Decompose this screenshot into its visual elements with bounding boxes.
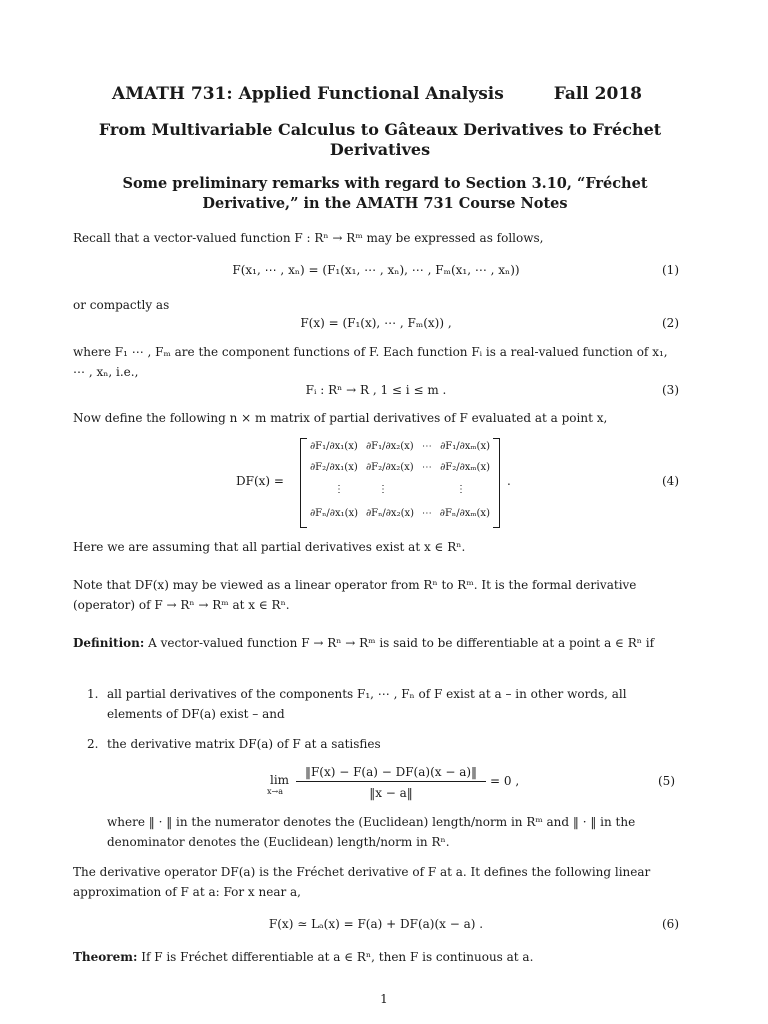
equation-6-number: (6) bbox=[662, 917, 679, 931]
equation-6-expr: F(x) ≃ Lₐ(x) = F(a) + DF(a)(x − a) . bbox=[268, 917, 484, 931]
definition bbox=[73, 633, 679, 653]
matrix-cell: ∂Fₙ/∂xₘ(x) bbox=[439, 508, 490, 519]
equation-5-number: (5) bbox=[658, 774, 675, 788]
paragraph-assumption: Here we are assuming that all partial derivatives exist at x ∈ Rⁿ. bbox=[73, 540, 466, 554]
equation-5-rhs: = 0 , bbox=[490, 774, 520, 788]
paragraph-components: where F₁ ⋯ , Fₘ are the component functions of F. Each function Fᵢ is a real-valued function of x₁, ⋯ , xₙ, i.e., bbox=[73, 345, 668, 379]
equation-2-expr: F(x) = (F₁(x), ⋯ , Fₘ(x)) , bbox=[300, 316, 452, 330]
paragraph-matrix-intro: Now define the following n × m matrix of partial derivatives of F evaluated at a point x, bbox=[73, 411, 608, 425]
definition-text: A vector-valued function F → Rⁿ → Rᵐ is said to be differentiable at a point a ∈ Rⁿ if bbox=[144, 636, 655, 650]
matrix-cell: ∂F₂/∂x₂(x) bbox=[365, 462, 414, 473]
jacobian-matrix bbox=[300, 438, 500, 526]
equation-4-period: . bbox=[507, 474, 511, 488]
paragraph-compact: or compactly as bbox=[73, 298, 170, 312]
definition-label: Definition: bbox=[73, 636, 145, 650]
paragraph-linear-operator: Note that DF(x) may be viewed as a linear operator from Rⁿ to Rᵐ. It is the formal derivative (operator) of F → Rⁿ → Rᵐ at x ∈ Rⁿ. bbox=[73, 578, 637, 612]
list-marker: 2. bbox=[87, 737, 99, 751]
paragraph-frechet: The derivative operator DF(a) is the Fréchet derivative of F at a. It defines the following linear approximation of F at a: For x near a, bbox=[73, 865, 651, 899]
matrix-row bbox=[310, 508, 490, 519]
matrix-cell: ⋮ bbox=[456, 484, 466, 495]
equation-5-denominator: ‖x − a‖ bbox=[369, 786, 413, 800]
limit-subscript: x→a bbox=[267, 787, 283, 796]
matrix-cell: ⋯ bbox=[421, 441, 432, 452]
list-item-text: all partial derivatives of the components F₁, ⋯ , Fₙ of F exist at a – in other words, all elements of DF(a) exist – and bbox=[107, 687, 627, 721]
matrix-left-bracket bbox=[300, 438, 307, 528]
equation-5-fraction bbox=[296, 765, 486, 800]
theorem-text: If F is Fréchet differentiable at a ∈ Rⁿ, then F is continuous at a. bbox=[137, 950, 534, 964]
matrix-cell: ⋮ bbox=[334, 484, 344, 495]
equation-1-number: (1) bbox=[662, 263, 679, 277]
limit-symbol: lim bbox=[270, 773, 290, 787]
theorem bbox=[73, 947, 679, 967]
matrix-cell: ∂Fₙ/∂x₂(x) bbox=[365, 508, 415, 519]
list-item-text: the derivative matrix DF(a) of F at a satisfies bbox=[107, 737, 381, 751]
matrix-cell: ∂Fₙ/∂x₁(x) bbox=[310, 508, 359, 519]
page-number: 1 bbox=[380, 992, 388, 1006]
course-header bbox=[112, 84, 642, 104]
course-name: AMATH 731: Applied Functional Analysis bbox=[112, 84, 504, 104]
term: Fall 2018 bbox=[553, 84, 642, 104]
list-marker: 1. bbox=[87, 687, 99, 701]
matrix-cell: ∂F₂/∂x₁(x) bbox=[310, 462, 358, 473]
matrix-cell: ⋮ bbox=[378, 484, 388, 495]
matrix-cell: ∂F₁/∂x₁(x) bbox=[310, 441, 358, 452]
theorem-label: Theorem: bbox=[73, 950, 138, 964]
matrix-cell: ∂F₂/∂xₘ(x) bbox=[440, 462, 490, 473]
paragraph-norm: where ‖ · ‖ in the numerator denotes the (Euclidean) length/norm in Rᵐ and ‖ · ‖ in the denominator denotes the (Euclidean) length/norm in Rⁿ. bbox=[107, 815, 636, 849]
paragraph-intro: Recall that a vector-valued function F : Rⁿ → Rᵐ may be expressed as follows, bbox=[73, 231, 544, 245]
equation-1-expr: F(x₁, ⋯ , xₙ) = (F₁(x₁, ⋯ , xₙ), ⋯ , Fₘ(x₁, ⋯ , xₙ)) bbox=[232, 263, 520, 277]
document-title: From Multivariable Calculus to Gâteaux Derivatives to Fréchet Derivatives bbox=[98, 120, 662, 159]
equation-5-numerator: ‖F(x) − F(a) − DF(a)(x − a)‖ bbox=[296, 765, 486, 782]
equation-2-number: (2) bbox=[662, 316, 679, 330]
document-subtitle: Some preliminary remarks with regard to Section 3.10, “Fréchet Derivative,” in the AMATH 731 Course Notes bbox=[122, 175, 648, 212]
matrix-row bbox=[310, 484, 490, 495]
matrix-right-bracket bbox=[493, 438, 500, 528]
equation-3-number: (3) bbox=[662, 383, 679, 397]
matrix-cell: ∂F₁/∂xₘ(x) bbox=[440, 441, 490, 452]
matrix-cell: ⋯ bbox=[421, 508, 432, 519]
matrix-cell: ⋯ bbox=[421, 462, 432, 473]
equation-3-expr: Fᵢ : Rⁿ → R , 1 ≤ i ≤ m . bbox=[305, 383, 447, 397]
matrix-row bbox=[310, 462, 490, 473]
matrix-row bbox=[310, 441, 490, 452]
matrix-cell: ∂F₁/∂x₂(x) bbox=[365, 441, 414, 452]
equation-4-number: (4) bbox=[662, 474, 679, 488]
equation-4-lhs: DF(x) = bbox=[236, 474, 284, 488]
